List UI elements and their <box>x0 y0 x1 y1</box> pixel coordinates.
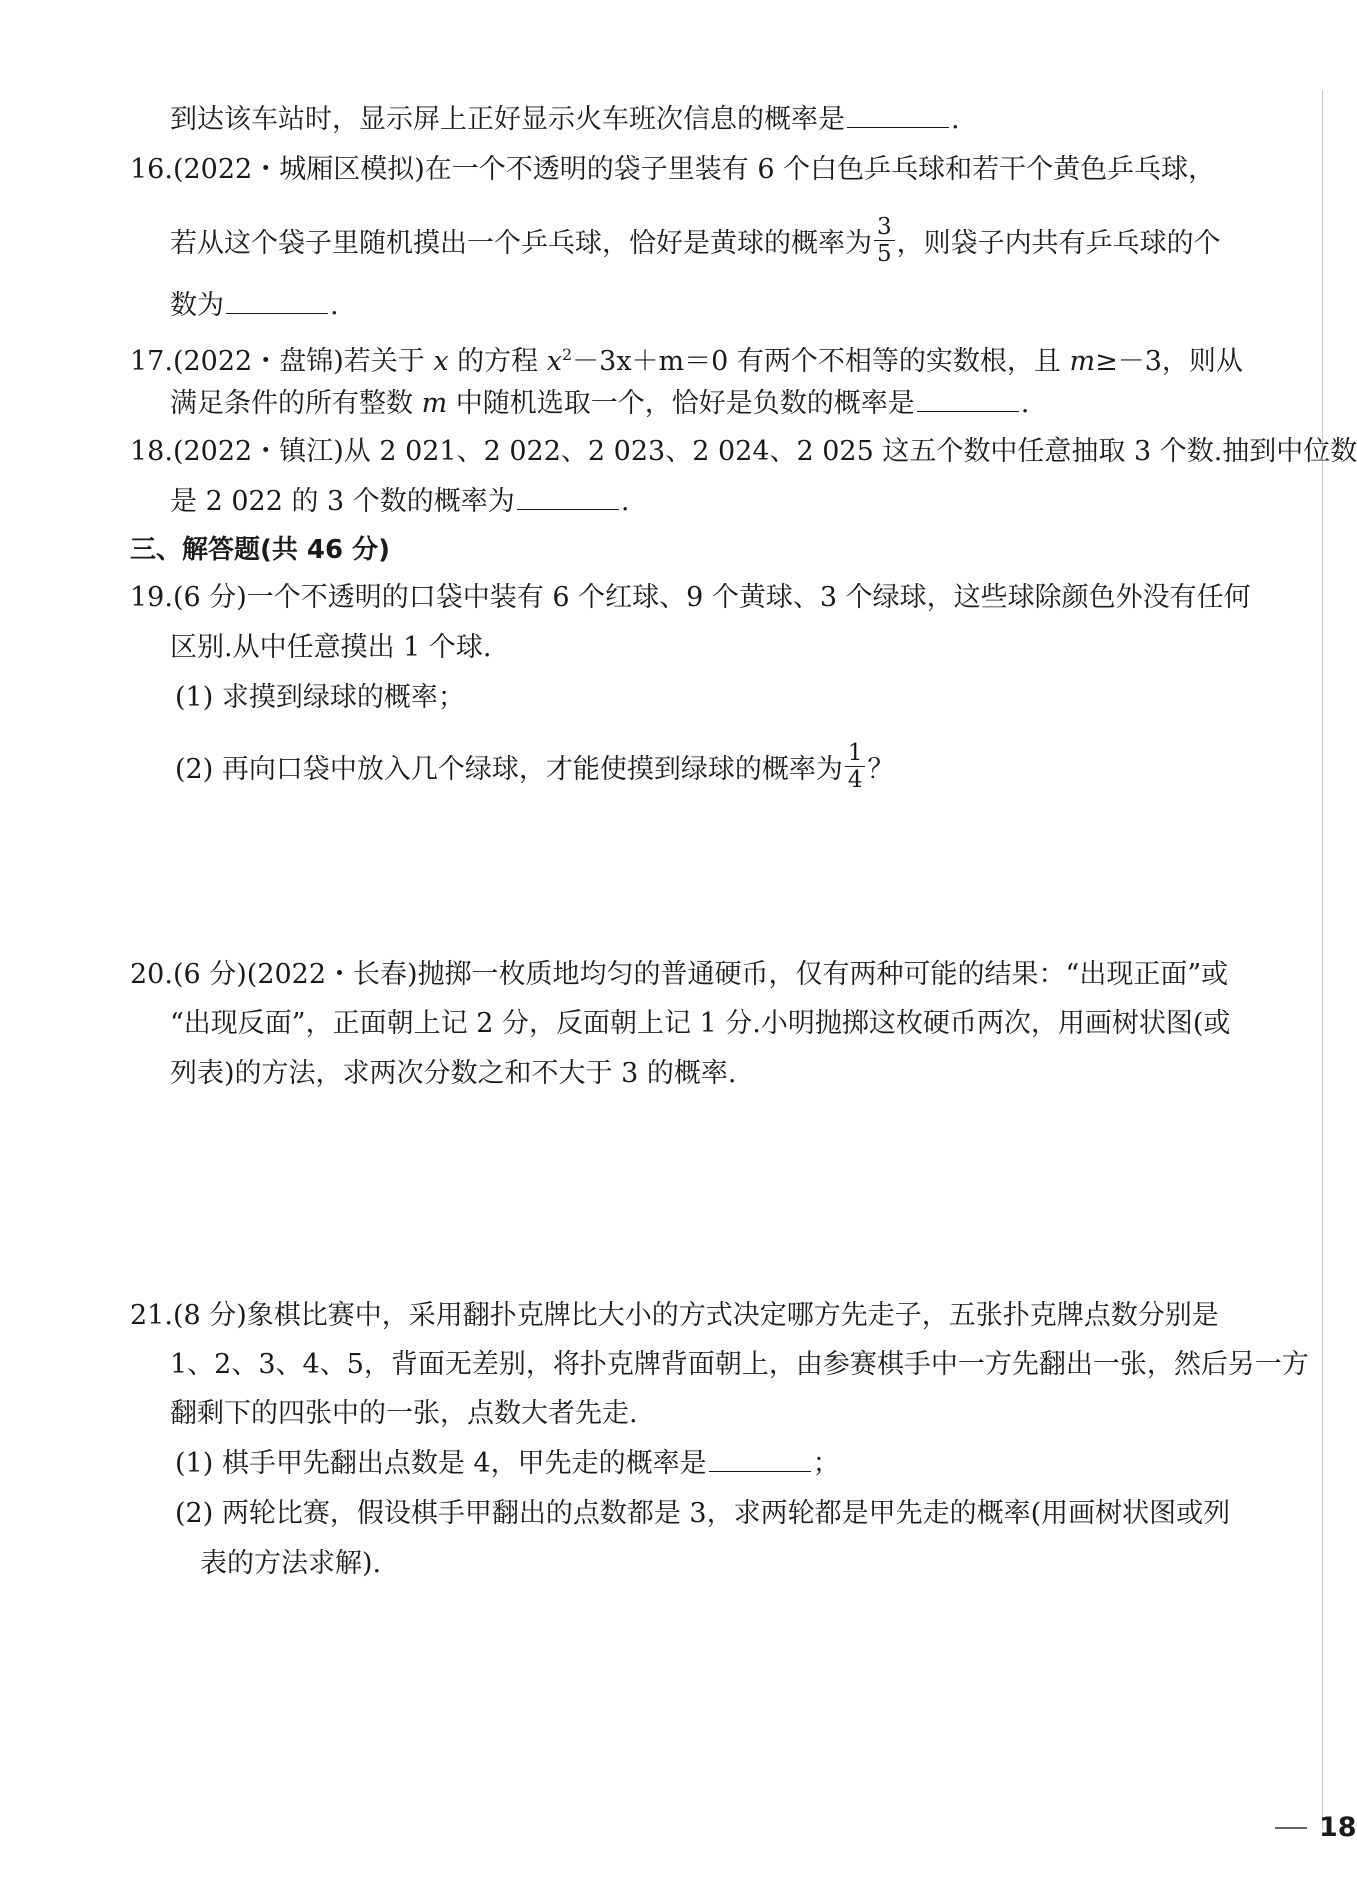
q21-sub-2-line-2: 表的方法求解). <box>200 1548 382 1579</box>
q21-line-1: 21.(8 分)象棋比赛中，采用翻扑克牌比大小的方式决定哪方先走子，五张扑克牌点数分别是 <box>130 1296 1219 1336</box>
question-number: 18. <box>130 436 173 467</box>
q21-sub-2-line-1: (2) 两轮比赛，假设棋手甲翻出的点数都是 3，求两轮都是甲先走的概率(用画树状图或列 <box>175 1498 1231 1529</box>
q20-line-1: 20.(6 分)(2022・长春)抛掷一枚质地均匀的普通硬币，仅有两种可能的结果：“出现正面”或 <box>130 955 1228 995</box>
q17-line-2: 满足条件的所有整数 m 中随机选取一个，恰好是负数的概率是 . <box>170 384 1029 424</box>
fraction: $\frac{3}{5}$ <box>874 214 895 267</box>
footer-dash <box>1275 1827 1307 1829</box>
answer-blank <box>917 385 1019 412</box>
q17-line-1: 17.(2022・盘锦)若关于 x 的方程 $x^2-3x+m=0$ 有两个不相等的实数根，且 m≥－3，则从 <box>130 335 1243 382</box>
question-number: 21. <box>130 1300 173 1331</box>
q20-line-2: “出现反面”，正面朝上记 2 分，反面朝上记 1 分.小明抛掷这枚硬币两次，用画树状图(或 <box>170 1008 1231 1039</box>
answer-blank <box>226 287 328 314</box>
q20-line-3: 列表)的方法，求两次分数之和不大于 3 的概率. <box>170 1058 737 1089</box>
question-number: 20. <box>130 959 173 990</box>
q16-line-3: 数为 . <box>170 286 339 326</box>
q21-line-3: 翻剩下的四张中的一张，点数大者先走. <box>170 1398 638 1429</box>
question-number: 19. <box>130 582 173 613</box>
answer-blank <box>847 101 949 128</box>
q19-line-1: 19.(6 分)一个不透明的口袋中装有 6 个红球、9 个黄球、3 个绿球，这些球除颜色外没有任何 <box>130 578 1251 618</box>
answer-blank <box>517 483 619 510</box>
page-edge-rule <box>1322 90 1323 1830</box>
question-number: 16. <box>130 154 173 185</box>
page-number: 18 <box>1319 1812 1357 1843</box>
question-number: 17. <box>130 346 173 377</box>
q15-continuation: 到达该车站时，显示屏上正好显示火车班次信息的概率是 . <box>170 100 960 140</box>
q18-line-1: 18.(2022・镇江)从 2 021、2 022、2 023、2 024、2 025 这五个数中任意抽取 3 个数.抽到中位数 <box>130 432 1357 472</box>
q19-line-2: 区别.从中任意摸出 1 个球. <box>170 632 492 663</box>
q19-sub-1: (1) 求摸到绿球的概率； <box>175 682 465 713</box>
q18-line-2: 是 2 022 的 3 个数的概率为 . <box>170 482 629 522</box>
page-footer <box>1275 1812 1357 1843</box>
q16-line-1: 16.(2022・城厢区模拟)在一个不透明的袋子里装有 6 个白色乒乓球和若干个黄色乒乓球， <box>130 150 1215 190</box>
section-heading: 三、解答题(共 46 分) <box>130 535 391 565</box>
fraction: $\frac{1}{4}$ <box>845 740 866 793</box>
q16-line-2: 若从这个袋子里随机摸出一个乒乓球，恰好是黄球的概率为 $\frac{3}{5}$ ，则袋子内共有乒乓球的个 <box>170 214 1221 267</box>
q21-line-2: 1、2、3、4、5，背面无差别，将扑克牌背面朝上，由参赛棋手中一方先翻出一张，然后另一方 <box>170 1349 1309 1380</box>
answer-blank <box>709 1445 811 1472</box>
q21-sub-1: (1) 棋手甲先翻出点数是 4，甲先走的概率是 ； <box>175 1444 840 1484</box>
q19-sub-2: (2) 再向口袋中放入几个绿球，才能使摸到绿球的概率为 $\frac{1}{4}$ ？ <box>175 740 895 793</box>
